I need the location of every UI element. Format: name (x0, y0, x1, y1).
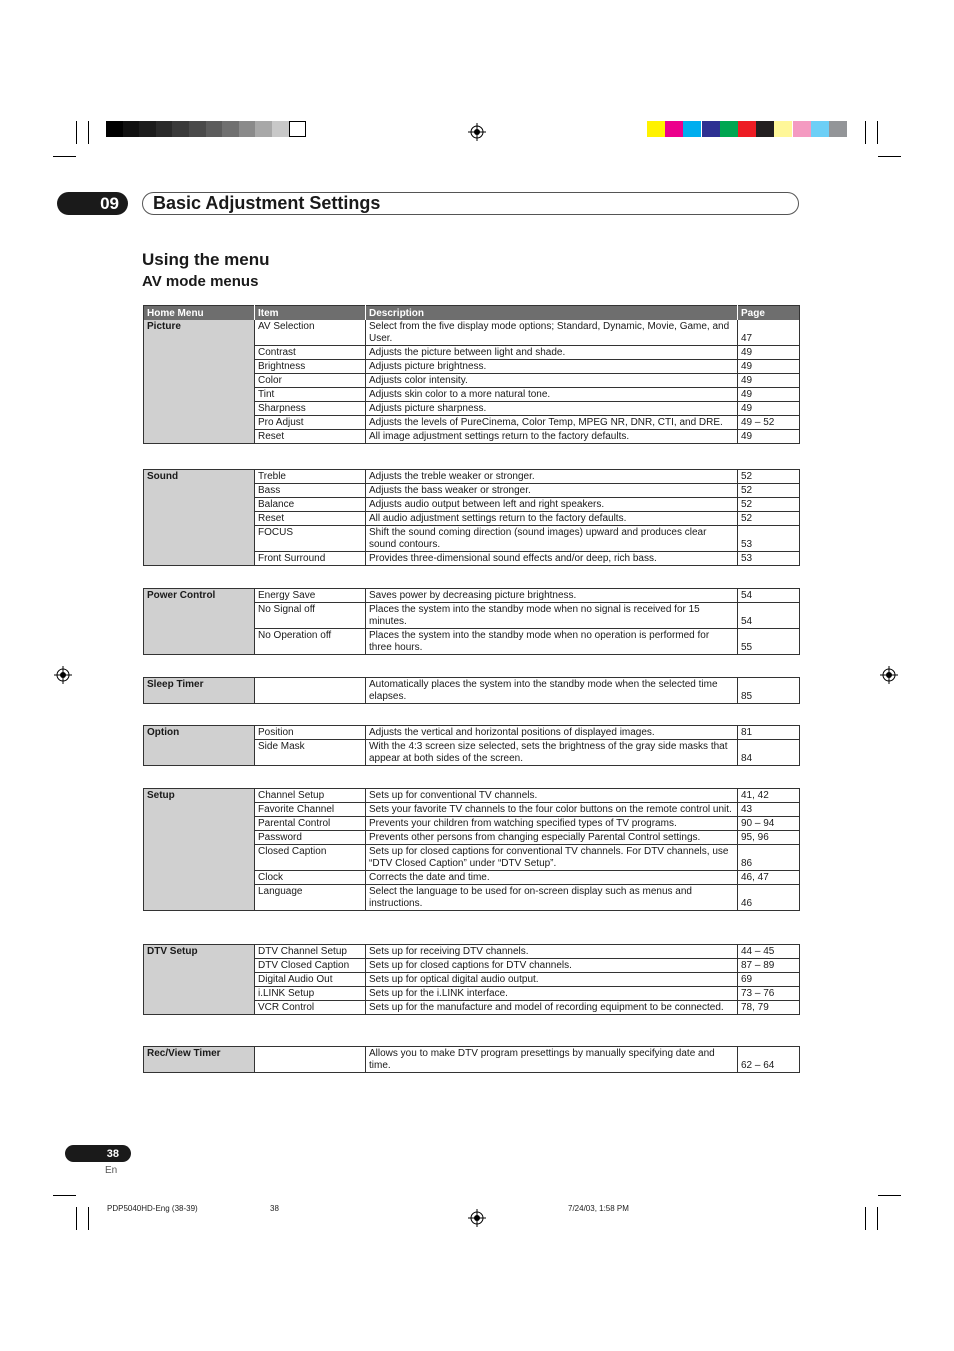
registration-mark-icon (54, 666, 72, 684)
item-cell: Balance (255, 498, 366, 512)
gray-swatch (289, 121, 306, 137)
item-cell: Favorite Channel (255, 803, 366, 817)
crop-mark (878, 156, 901, 157)
home-menu-cell: Power Control (144, 589, 255, 655)
page-cell: 86 (738, 845, 800, 871)
page-cell: 84 (738, 740, 800, 766)
description-cell: Places the system into the standby mode when no signal is received for 15 minutes. (366, 603, 738, 629)
registration-mark-icon (468, 1209, 486, 1227)
description-cell: Select the language to be used for on-screen display such as menus and instructions. (366, 885, 738, 911)
footer-timestamp: 7/24/03, 1:58 PM (568, 1204, 629, 1213)
page-cell: 49 – 52 (738, 416, 800, 430)
color-swatch (811, 121, 829, 137)
item-cell: Reset (255, 512, 366, 526)
color-swatch (665, 121, 683, 137)
page-cell: 49 (738, 346, 800, 360)
gray-swatch (272, 121, 289, 137)
page-cell: 41, 42 (738, 789, 800, 803)
table-row (144, 589, 800, 603)
gray-swatch (222, 121, 239, 137)
item-cell (255, 1047, 366, 1073)
description-cell: Saves power by decreasing picture brightness. (366, 589, 738, 603)
item-cell: Front Surround (255, 552, 366, 566)
description-cell: Adjusts audio output between left and right speakers. (366, 498, 738, 512)
crop-mark (865, 1207, 866, 1230)
page-cell: 90 – 94 (738, 817, 800, 831)
registration-mark-icon (468, 123, 486, 141)
color-swatch (702, 121, 720, 137)
description-cell: All image adjustment settings return to the factory defaults. (366, 430, 738, 444)
color-swatch (738, 121, 756, 137)
page-cell: 87 – 89 (738, 959, 800, 973)
item-cell: Position (255, 726, 366, 740)
page-number: 38 (65, 1145, 131, 1162)
table-header-row (144, 306, 800, 321)
item-cell: Pro Adjust (255, 416, 366, 430)
page-cell: 52 (738, 470, 800, 484)
menu-table-sound (143, 469, 800, 566)
page-cell: 47 (738, 320, 800, 346)
page-cell: 78, 79 (738, 1001, 800, 1015)
color-swatch (793, 121, 811, 137)
column-header-description: Description (366, 306, 738, 321)
description-cell: Sets up for optical digital audio output. (366, 973, 738, 987)
language-label: En (105, 1165, 118, 1176)
table-row (144, 470, 800, 484)
menu-table-sleep-timer (143, 677, 800, 704)
page-cell: 81 (738, 726, 800, 740)
page-cell: 44 – 45 (738, 945, 800, 959)
description-cell: Places the system into the standby mode when no operation is performed for three hours. (366, 629, 738, 655)
description-cell: Automatically places the system into the standby mode when the selected time elapses. (366, 678, 738, 704)
item-cell: Parental Control (255, 817, 366, 831)
description-cell: Sets up for closed captions for conventional TV channels. For DTV channels, use “DTV Closed Caption” under “DTV Setup”. (366, 845, 738, 871)
gray-swatch (206, 121, 223, 137)
column-header-home-menu: Home Menu (144, 306, 255, 321)
description-cell: Allows you to make DTV program presettings by manually specifying date and time. (366, 1047, 738, 1073)
crop-mark (88, 1207, 89, 1230)
item-cell: Reset (255, 430, 366, 444)
item-cell: AV Selection (255, 320, 366, 346)
item-cell: Tint (255, 388, 366, 402)
home-menu-cell: Setup (144, 789, 255, 911)
table-row (144, 1047, 800, 1073)
description-cell: Sets up for closed captions for DTV channels. (366, 959, 738, 973)
menu-table-rec-view-timer (143, 1046, 800, 1073)
description-cell: Adjusts skin color to a more natural tone. (366, 388, 738, 402)
crop-mark (88, 121, 89, 144)
subsection-title: AV mode menus (142, 273, 259, 290)
page-cell: 46, 47 (738, 871, 800, 885)
crop-mark (53, 1195, 76, 1196)
color-swatch (647, 121, 665, 137)
menu-table-option (143, 725, 800, 766)
item-cell: Password (255, 831, 366, 845)
description-cell: Adjusts the levels of PureCinema, Color Temp, MPEG NR, DNR, CTI, and DRE. (366, 416, 738, 430)
item-cell: Treble (255, 470, 366, 484)
table-row (144, 945, 800, 959)
column-header-item: Item (255, 306, 366, 321)
description-cell: Adjusts the bass weaker or stronger. (366, 484, 738, 498)
description-cell: Sets your favorite TV channels to the four color buttons on the remote control unit. (366, 803, 738, 817)
description-cell: Shift the sound coming direction (sound images) upward and produces clear sound contours. (366, 526, 738, 552)
menu-table-power-control (143, 588, 800, 655)
description-cell: Corrects the date and time. (366, 871, 738, 885)
page-cell: 62 – 64 (738, 1047, 800, 1073)
page-cell: 55 (738, 629, 800, 655)
crop-mark (76, 1207, 77, 1230)
item-cell: Energy Save (255, 589, 366, 603)
description-cell: Adjusts color intensity. (366, 374, 738, 388)
page-cell: 43 (738, 803, 800, 817)
description-cell: Adjusts the treble weaker or stronger. (366, 470, 738, 484)
page-cell: 49 (738, 402, 800, 416)
chapter-number: 09 (57, 192, 128, 215)
page-cell: 69 (738, 973, 800, 987)
item-cell: Bass (255, 484, 366, 498)
page-cell: 49 (738, 360, 800, 374)
page-cell: 54 (738, 589, 800, 603)
item-cell: FOCUS (255, 526, 366, 552)
page-cell: 54 (738, 603, 800, 629)
chapter-title: Basic Adjustment Settings (153, 193, 381, 213)
table-row (144, 789, 800, 803)
gray-swatch (255, 121, 272, 137)
description-cell: With the 4:3 screen size selected, sets the brightness of the gray side masks that appear at both sides of the screen. (366, 740, 738, 766)
item-cell: Channel Setup (255, 789, 366, 803)
description-cell: Sets up for receiving DTV channels. (366, 945, 738, 959)
item-cell: Side Mask (255, 740, 366, 766)
gray-swatch (239, 121, 256, 137)
page-cell: 49 (738, 388, 800, 402)
item-cell: Contrast (255, 346, 366, 360)
page-cell: 53 (738, 552, 800, 566)
column-header-page: Page (738, 306, 800, 321)
color-swatch (829, 121, 847, 137)
table-row (144, 726, 800, 740)
color-swatch (774, 121, 792, 137)
page-cell: 53 (738, 526, 800, 552)
item-cell: Digital Audio Out (255, 973, 366, 987)
page-cell: 52 (738, 512, 800, 526)
item-cell: Sharpness (255, 402, 366, 416)
description-cell: Adjusts the vertical and horizontal positions of displayed images. (366, 726, 738, 740)
registration-mark-icon (880, 666, 898, 684)
section-title: Using the menu (142, 250, 270, 269)
gray-swatch (106, 121, 123, 137)
item-cell: DTV Channel Setup (255, 945, 366, 959)
color-swatch (756, 121, 774, 137)
home-menu-cell: DTV Setup (144, 945, 255, 1015)
menu-table-picture (143, 305, 800, 444)
item-cell: Brightness (255, 360, 366, 374)
page-cell: 95, 96 (738, 831, 800, 845)
description-cell: Adjusts the picture between light and shade. (366, 346, 738, 360)
crop-mark (877, 1207, 878, 1230)
description-cell: Adjusts picture sharpness. (366, 402, 738, 416)
page-cell: 52 (738, 498, 800, 512)
page-cell: 73 – 76 (738, 987, 800, 1001)
gray-swatch (189, 121, 206, 137)
page-cell: 49 (738, 430, 800, 444)
menu-table-setup (143, 788, 800, 911)
home-menu-cell: Sleep Timer (144, 678, 255, 704)
item-cell: DTV Closed Caption (255, 959, 366, 973)
menu-table-dtv-setup (143, 944, 800, 1015)
item-cell: VCR Control (255, 1001, 366, 1015)
crop-mark (878, 1195, 901, 1196)
description-cell: Sets up for the manufacture and model of recording equipment to be connected. (366, 1001, 738, 1015)
color-swatch (720, 121, 738, 137)
page-cell: 46 (738, 885, 800, 911)
home-menu-cell: Sound (144, 470, 255, 566)
home-menu-cell: Rec/View Timer (144, 1047, 255, 1073)
description-cell: Prevents your children from watching specified types of TV programs. (366, 817, 738, 831)
item-cell: No Operation off (255, 629, 366, 655)
item-cell (255, 678, 366, 704)
crop-mark (53, 156, 76, 157)
description-cell: All audio adjustment settings return to the factory defaults. (366, 512, 738, 526)
home-menu-cell: Picture (144, 320, 255, 444)
item-cell: No Signal off (255, 603, 366, 629)
page-cell: 49 (738, 374, 800, 388)
footer-page: 38 (270, 1204, 279, 1213)
gray-swatch (123, 121, 140, 137)
description-cell: Select from the five display mode options; Standard, Dynamic, Movie, Game, and User. (366, 320, 738, 346)
gray-swatch (139, 121, 156, 137)
item-cell: Closed Caption (255, 845, 366, 871)
page-cell: 85 (738, 678, 800, 704)
item-cell: Language (255, 885, 366, 911)
footer-file: PDP5040HD-Eng (38-39) (107, 1204, 198, 1213)
page-cell: 52 (738, 484, 800, 498)
item-cell: Color (255, 374, 366, 388)
description-cell: Prevents other persons from changing especially Parental Control settings. (366, 831, 738, 845)
gray-swatch (172, 121, 189, 137)
description-cell: Adjusts picture brightness. (366, 360, 738, 374)
item-cell: i.LINK Setup (255, 987, 366, 1001)
gray-swatch (156, 121, 173, 137)
home-menu-cell: Option (144, 726, 255, 766)
table-row (144, 320, 800, 346)
crop-mark (877, 121, 878, 144)
item-cell: Clock (255, 871, 366, 885)
color-swatch (683, 121, 701, 137)
description-cell: Sets up for conventional TV channels. (366, 789, 738, 803)
crop-mark (76, 121, 77, 144)
description-cell: Sets up for the i.LINK interface. (366, 987, 738, 1001)
description-cell: Provides three-dimensional sound effects and/or deep, rich bass. (366, 552, 738, 566)
table-row (144, 678, 800, 704)
crop-mark (865, 121, 866, 144)
